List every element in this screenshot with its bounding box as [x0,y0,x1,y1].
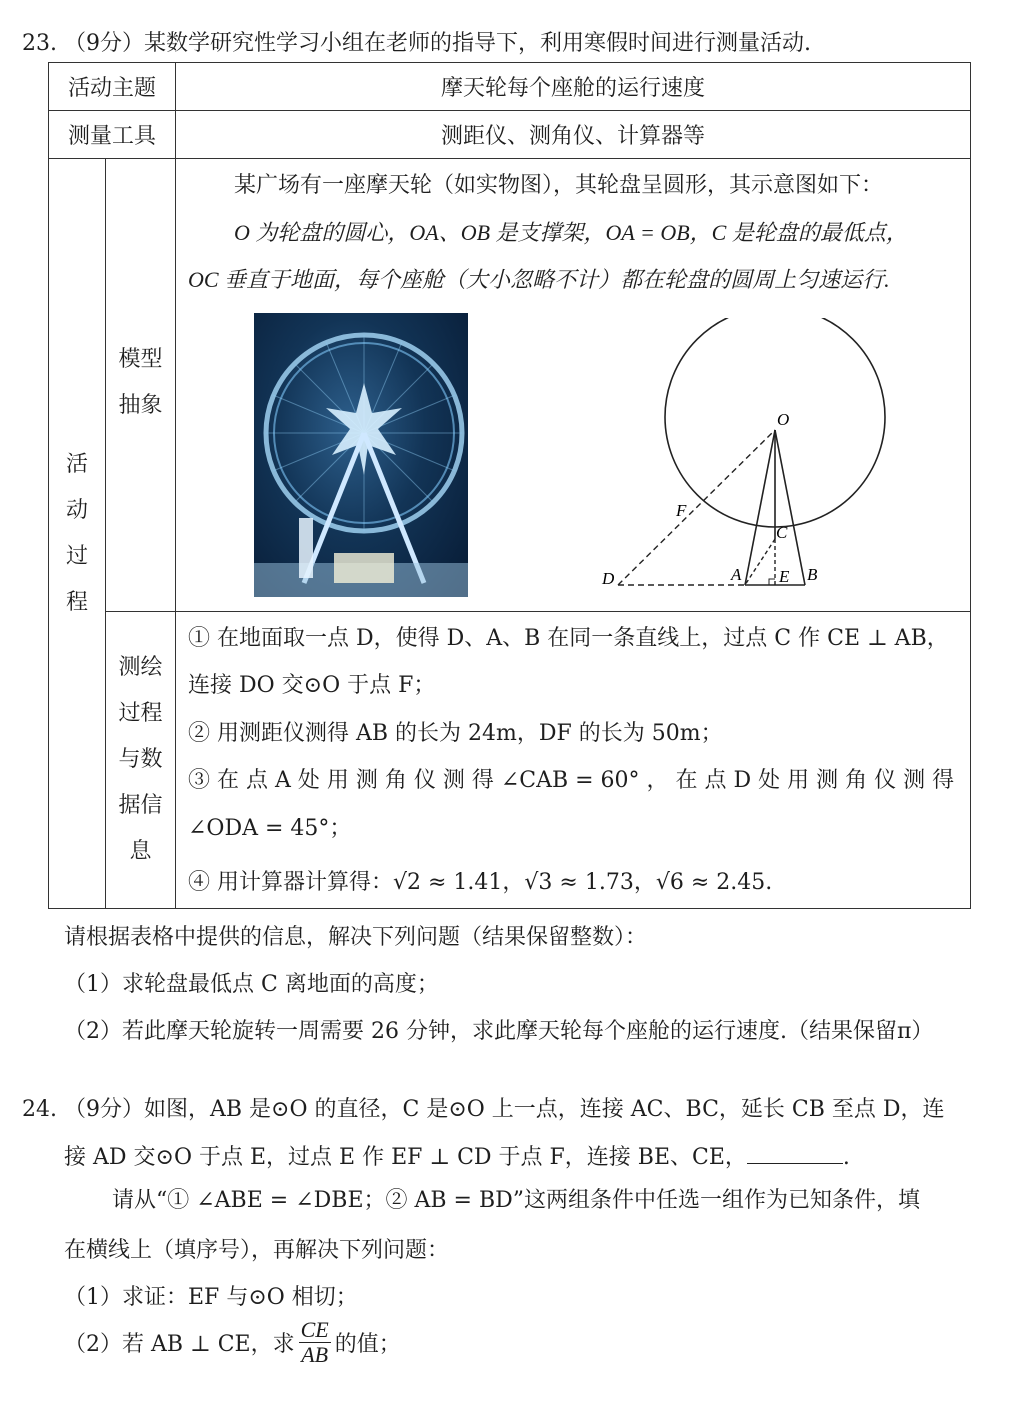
model-line-1: 某广场有一座摩天轮（如实物图），其轮盘呈圆形，其示意图如下： [234,173,884,198]
row-label-tools: 测量工具 [49,111,176,159]
right-angle-mark [769,579,775,585]
q24-line2-text: 接 AD 交⊙O 于点 E，过点 E 作 EF ⊥ CD 于点 F，连接 BE、CE， [64,1145,747,1170]
segment-DO [618,430,775,585]
label-B: B [807,565,818,584]
measure-label [106,612,176,909]
process-char: 程 [65,589,88,615]
geometry-diagram [590,318,900,592]
q23-part2: （2）若此摩天轮旋转一周需要 26 分钟，求此摩天轮每个座舱的运行速度.（结果保留π） [64,1019,934,1044]
process-char: 过 [65,543,88,569]
measure-cell [176,612,971,909]
q24-line3: 请从“① ∠ABE = ∠DBE；② AB = BD”这两组条件中任选一组作为已知条件，填 [112,1188,921,1213]
segment-OB [775,430,805,585]
fraction-ce-ab [299,1318,331,1367]
q24-part1: （1）求证：EF 与⊙O 相切； [64,1285,358,1310]
label-A: A [731,565,742,584]
row-value-topic: 摩天轮每个座舱的运行速度 [176,63,971,111]
measure-line-5: ∠ODA = 45°； [188,816,352,841]
measure-label-line: 据信 [118,793,163,818]
model-label [106,159,176,612]
measure-label-line: 与数 [118,747,163,772]
q24-line2 [64,1140,850,1171]
q24-part2-prefix: （2）若 AB ⊥ CE，求 [64,1332,295,1357]
q24-line4: 在横线上（填序号），再解决下列问题： [64,1238,450,1263]
q24-line1: 24. （9分）如图，AB 是⊙O 的直径，C 是⊙O 上一点，连接 AC、BC，延长 CB 至点 D，连 [22,1097,945,1122]
q23-prompt: 请根据表格中提供的信息，解决下列问题（结果保留整数）： [64,925,648,950]
q23-part1: （1）求轮盘最低点 C 离地面的高度； [64,972,439,997]
measure-line-4: ③ 在 点 A 处 用 测 角 仪 测 得 ∠CAB = 60° ， 在 点 D 处 用 测 角 仪 测 得 [188,768,955,793]
label-E: E [779,567,790,586]
measure-line-6: ④ 用计算器计算得：√2 ≈ 1.41，√3 ≈ 1.73，√6 ≈ 2.45. [188,870,773,895]
period: . [842,1145,850,1170]
row-label-topic: 活动主题 [49,63,176,111]
process-char: 活 [65,451,88,477]
measure-label-line: 测绘 [118,655,163,680]
label-F: F [676,501,687,520]
label-D: D [602,569,615,588]
model-line-3: OC 垂直于地面，每个座舱（大小忽略不计）都在轮盘的圆周上匀速运行. [188,267,890,292]
measure-line-1: ① 在地面取一点 D，使得 D、A、B 在同一条直线上，过点 C 作 CE ⊥ AB， [188,626,949,651]
measure-label-line: 过程 [118,701,163,726]
q23-header: 23. （9分）某数学研究性学习小组在老师的指导下，利用寒假时间进行测量活动. [22,31,811,56]
label-O: O [777,410,790,429]
ferris-wheel-photo-drawing [254,313,468,597]
measure-line-3: ② 用测距仪测得 AB 的长为 24m，DF 的长为 50m； [188,721,723,746]
label-C: C [776,523,788,542]
model-line-2: O 为轮盘的圆心，OA、OB 是支撑架，OA = OB，C 是轮盘的最低点， [234,220,908,245]
segment-OA [745,430,775,585]
answer-blank[interactable] [747,1143,843,1164]
q24-part2-suffix: 的值； [334,1332,401,1357]
q24-part2 [64,1318,401,1367]
process-char: 动 [65,497,88,523]
model-label-line: 模型 [118,347,163,372]
row-value-tools: 测距仪、测角仪、计算器等 [176,111,971,159]
fraction-denominator: AB [301,1342,329,1367]
fraction-numerator: CE [300,1317,329,1342]
ferris-wheel-photo [254,313,468,597]
process-label [49,159,106,909]
measure-line-2: 连接 DO 交⊙O 于点 F； [188,673,436,698]
measure-label-line: 息 [129,839,152,864]
model-label-line: 抽象 [118,393,163,418]
